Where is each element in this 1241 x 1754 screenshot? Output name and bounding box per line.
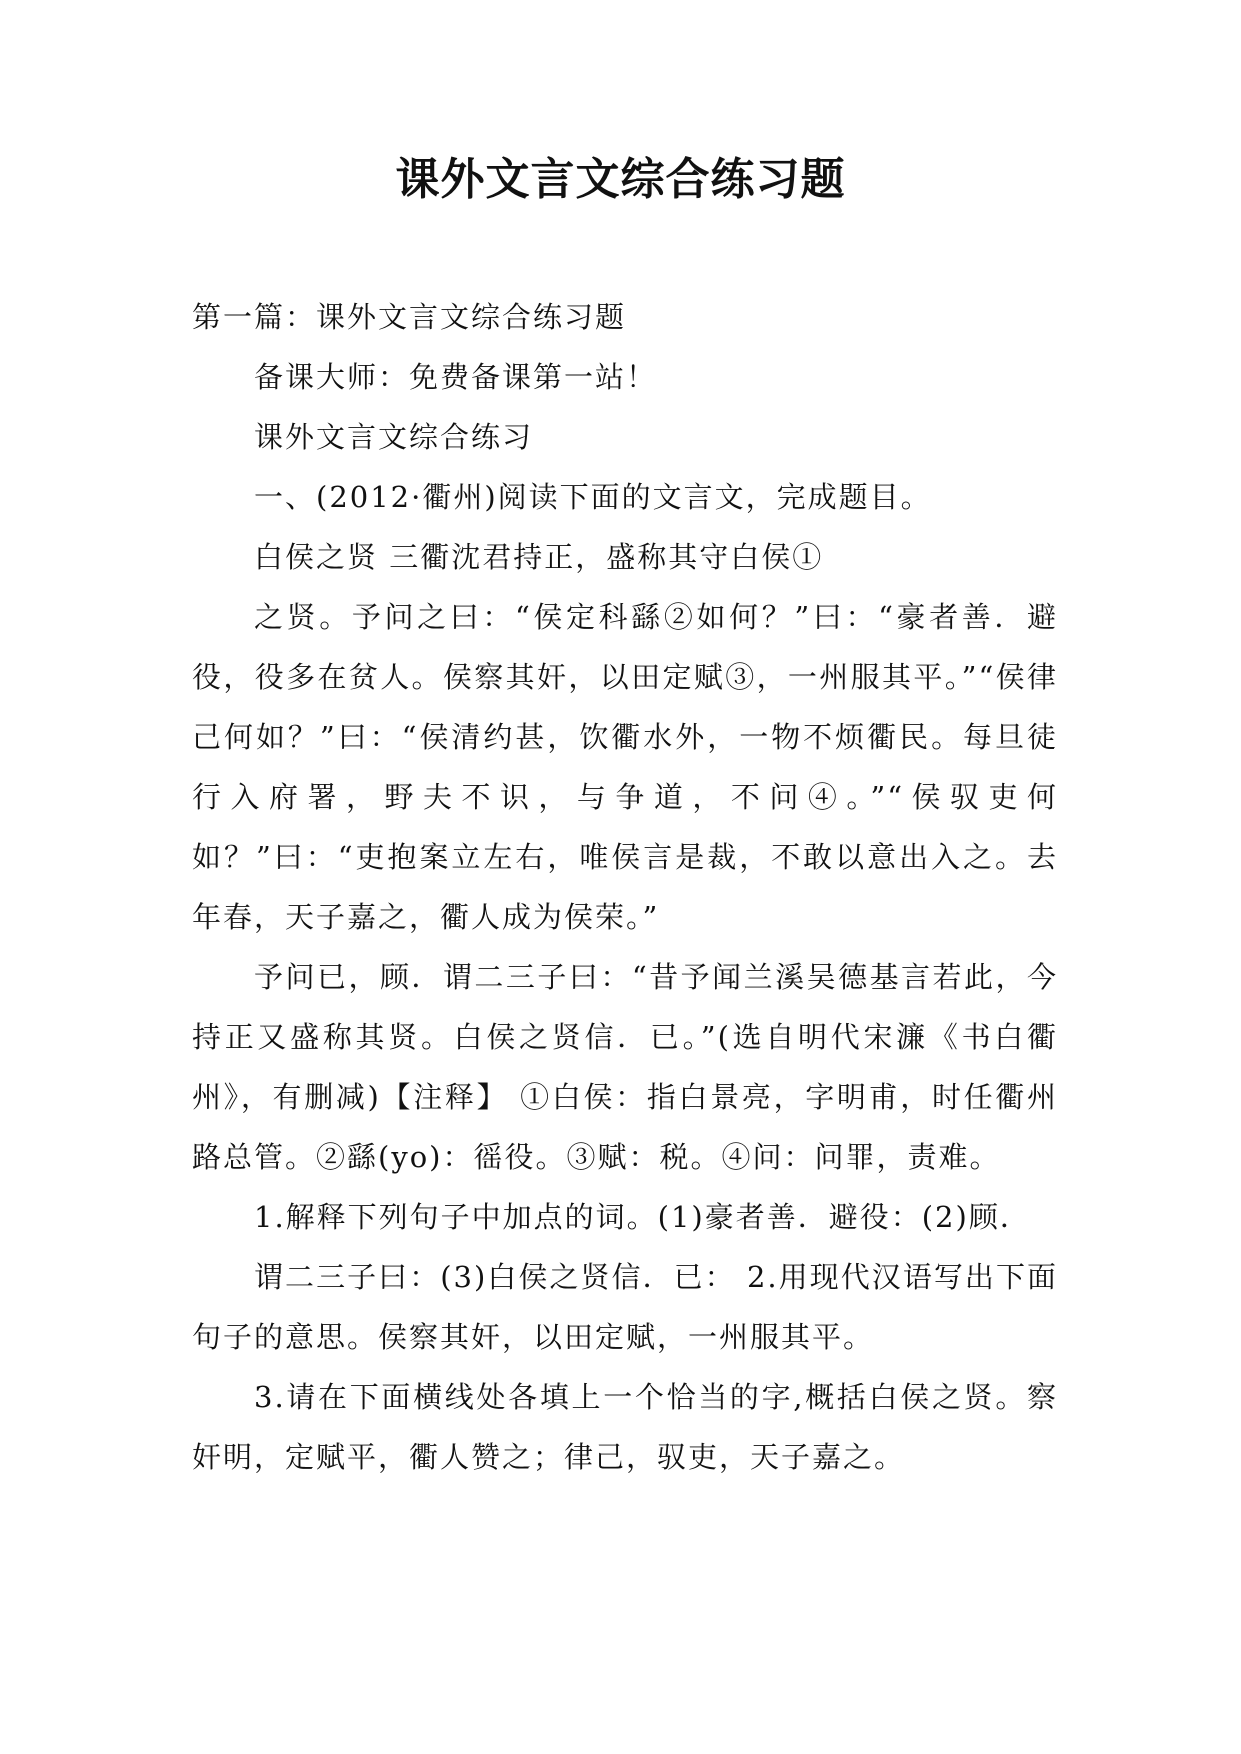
paragraph: 备课大师：免费备课第一站！ [254,360,658,394]
paragraph: 予问已，顾．谓二三子曰：“昔予闻兰溪吴德基言若此，今持正又盛称其贤。白侯之贤信．已。”(选自明代宋濂《书白衢州》，有删减)【注释】 ①白侯：指白景亮，字明甫，时任衢州路总管。②繇(yo)：徭役。③赋：税。④问：问罪，责难。 [192,960,1058,1174]
document-body [192,287,1058,1487]
paragraph: 一、(2012·衢州)阅读下面的文言文，完成题目。 [254,480,932,514]
question-paragraph: 1.解释下列句子中加点的词。(1)豪者善．避役：(2)顾． [254,1200,1031,1234]
section-heading: 第一篇：课外文言文综合练习题 [192,300,627,334]
paragraph: 课外文言文综合练习 [254,420,534,454]
question-paragraph: 谓二三子曰：(3)白侯之贤信．已： 2.用现代汉语写出下面句子的意思。侯察其奸，以田定赋，一州服其平。 [192,1260,1058,1354]
paragraph: 白侯之贤 三衢沈君持正，盛称其守白侯① [254,540,824,574]
paragraph: 之贤。予问之曰：“侯定科繇②如何？”曰：“豪者善．避役，役多在贫人。侯察其奸，以田定赋③，一州服其平。”“侯律己何如？”曰：“侯清约甚，饮衢水外，一物不烦衢民。每旦徒行入府署，野夫不识，与争道，不问④。”“侯驭吏何如？”曰：“吏抱案立左右，唯侯言是裁，不敢以意出入之。去年春，天子嘉之，衢人成为侯荣。” [192,600,1058,934]
question-paragraph: 3.请在下面横线处各填上一个恰当的字,概括白侯之贤。察奸明，定赋平，衢人赞之；律己，驭吏，天子嘉之。 [192,1380,1058,1474]
document-title: 课外文言文综合练习题 [395,154,846,205]
